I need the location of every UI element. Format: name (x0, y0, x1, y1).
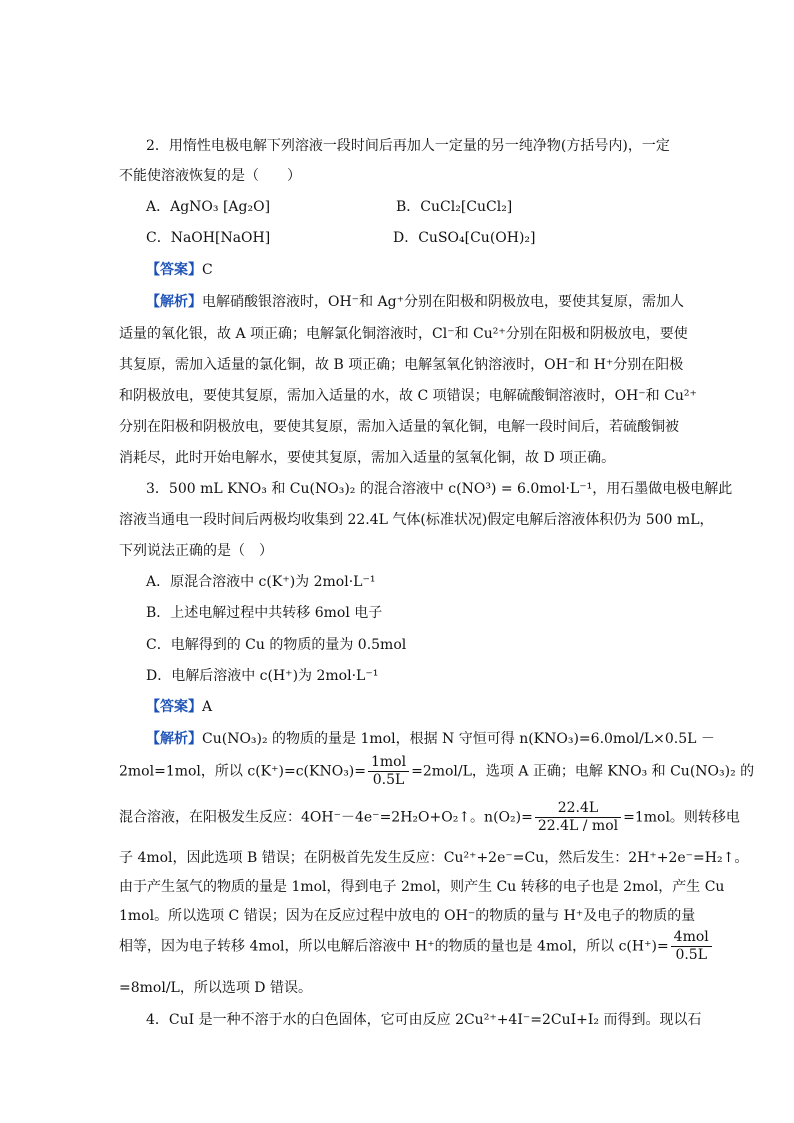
fraction (368, 754, 409, 789)
q2-analysis-line5: 分别在阳极和阴极放电，要使其复原，需加入适量的氧化铜，电解一段时间后，若硫酸铜被 (119, 419, 679, 435)
q3-stem-line3: 下列说法正确的是（ ） (119, 543, 273, 559)
fraction (535, 800, 621, 835)
fraction-denominator: 0.5L (372, 772, 405, 788)
q2-analysis-line6: 消耗尽，此时开始电解水，要使其复原，需加入适量的氢氧化铜，故 D 项正确。 (119, 450, 616, 466)
q3-option-a: A．原混合溶液中 c(K⁺)为 2mol·L⁻¹ (146, 574, 376, 590)
answer-value: C (202, 262, 213, 278)
q2-answer (146, 260, 714, 280)
fraction (671, 929, 712, 964)
fraction-numerator: 4mol (671, 929, 712, 947)
text-segment: =2mol/L，选项 A 正确；电解 KNO₃ 和 Cu(NO₃)₂ 的 (411, 763, 755, 780)
q4-stem-line1: 4．CuI 是一种不溶于水的白色固体，它可由反应 2Cu²⁺+4I⁻=2CuI+I₂ 而得到。现以石 (146, 1012, 702, 1028)
fraction-numerator: 1mol (368, 754, 409, 772)
analysis-text: 电解硝酸银溶液时，OH⁻和 Ag⁺分别在阳极和阴极放电，要使其复原，需加人 (202, 294, 684, 310)
q3-option-c: C．电解得到的 Cu 的物质的量为 0.5mol (146, 637, 407, 653)
analysis-tag: 【解析】 (146, 731, 202, 747)
q2-stem-line2: 不能使溶液恢复的是（ ） (119, 168, 301, 184)
q2-analysis-line3: 其复原，需加入适量的氯化铜，故 B 项正确；电解氢氧化钠溶液时，OH⁻和 H⁺分别在阳极 (119, 357, 684, 373)
fraction-denominator: 0.5L (675, 947, 707, 963)
q2-analysis-line2: 适量的氧化银，故 A 项正确；电解氯化铜溶液时，Cl⁻和 Cu²⁺分别在阳极和阴极放电，要使 (119, 326, 688, 342)
q3-analysis-line2 (119, 754, 755, 789)
text-segment: 混合溶液，在阳极发生反应：4OH⁻－4e⁻=2H₂O+O₂↑。n(O₂)= (119, 809, 533, 826)
q2-option-b: B．CuCl₂[CuCl₂] (396, 199, 513, 215)
q3-analysis-line7 (119, 929, 714, 964)
q3-analysis-line8: =8mol/L，所以选项 D 错误。 (119, 980, 312, 996)
q2-analysis-line1 (146, 292, 714, 312)
analysis-text: Cu(NO₃)₂ 的物质的量是 1mol，根据 N 守恒可得 n(KNO₃)=6.0mol/L×0.5L － (202, 731, 715, 747)
fraction-denominator: 22.4L / mol (537, 818, 619, 834)
text-segment: 2mol=1mol，所以 c(K⁺)=c(KNO₃)= (119, 763, 366, 780)
text-segment: 相等，因为电子转移 4mol，所以电解后溶液中 H⁺的物质的量也是 4mol，所以 c(H⁺)= (119, 938, 669, 955)
q2-analysis-line4: 和阴极放电，要使其复原，需加入适量的水，故 C 项错误；电解硫酸铜溶液时，OH⁻和 Cu²⁺ (119, 388, 697, 404)
q3-stem-line2: 溶液当通电一段时间后两极均收集到 22.4L 气体(标准状况)假定电解后溶液体积仍为 500 mL， (119, 512, 714, 528)
q3-analysis-line5: 由于产生氢气的物质的量是 1mol，得到电子 2mol，则产生 Cu 转移的电子也是 2mol，产生 Cu (119, 879, 725, 895)
q2-stem-line1: 2．用惰性电极电解下列溶液一段时间后再加人一定量的另一纯净物(方括号内)，一定 (146, 138, 670, 154)
answer-tag: 【答案】 (146, 699, 202, 715)
q2-option-c: C．NaOH[NaOH] (146, 230, 271, 246)
fraction-numerator: 22.4L (535, 800, 621, 818)
q3-option-d: D．电解后溶液中 c(H⁺)为 2mol·L⁻¹ (146, 668, 379, 684)
analysis-tag: 【解析】 (146, 294, 202, 310)
q3-analysis-line4: 子 4mol，因此选项 B 错误；在阴极首先发生反应：Cu²⁺+2e⁻=Cu，然后发生：2H⁺+2e⁻=H₂↑。 (119, 850, 749, 866)
q3-stem-line1: 3．500 mL KNO₃ 和 Cu(NO₃)₂ 的混合溶液中 c(NO³) = 6.0mol·L⁻¹，用石墨做电极电解此 (146, 481, 733, 497)
q3-analysis-line6: 1mol。所以选项 C 错误；因为在反应过程中放电的 OH⁻的物质的量与 H⁺及电子的物质的量 (119, 908, 696, 924)
answer-value: A (202, 699, 213, 715)
answer-tag: 【答案】 (146, 262, 202, 278)
q2-option-a: A．AgNO₃ [Ag₂O] (146, 199, 271, 215)
q3-answer (146, 697, 714, 717)
q3-option-b: B．上述电解过程中共转移 6mol 电子 (146, 605, 383, 621)
q3-analysis-line3 (119, 800, 740, 835)
q2-option-d: D．CuSO₄[Cu(OH)₂] (393, 230, 536, 246)
text-segment: =1mol。则转移电 (623, 809, 740, 826)
q3-analysis-line1 (146, 729, 714, 749)
